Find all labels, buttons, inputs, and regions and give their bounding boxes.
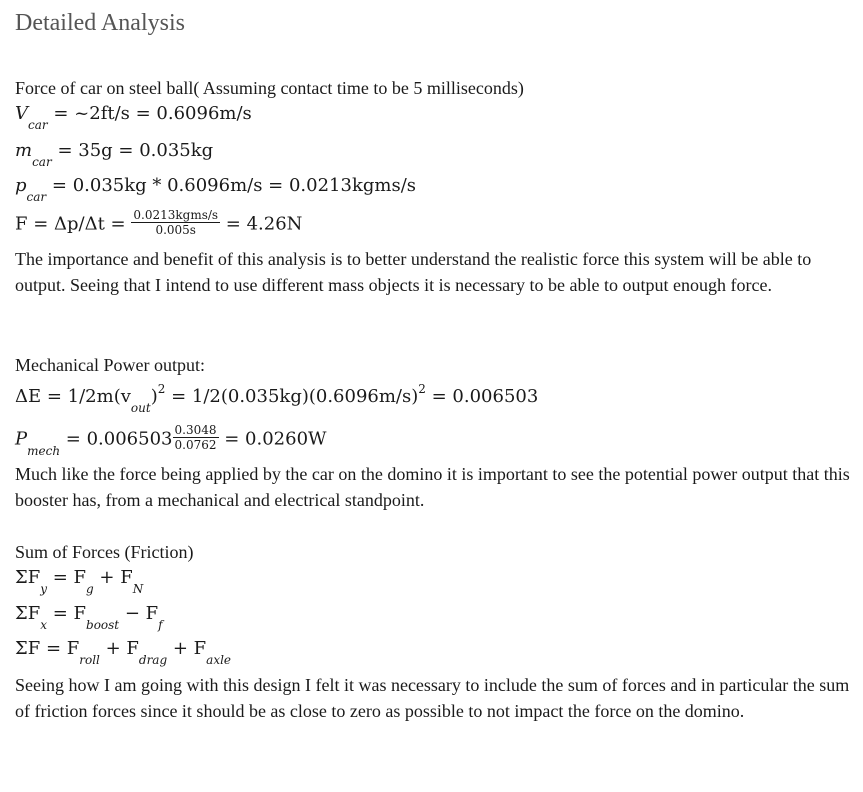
power-lhs: = 0.006503 [65, 428, 173, 450]
energy-mid: = 1/2(0.035kg)(0.6096m/s) [165, 386, 419, 407]
velocity-equation [15, 103, 252, 132]
forces-paragraph: Seeing how I am going with this design I felt it was necessary to include the sum of forces and in particular the sum of friction forces since it should be as close to zero as possible to not impact the force on the domino. [15, 675, 850, 721]
eq2-c: − F [119, 603, 159, 624]
eq3-c: + F [167, 638, 207, 659]
eq3-c-sub: axle [206, 653, 232, 667]
eq2-b-sub: boost [86, 618, 120, 632]
eq3-b-sub: drag [138, 653, 168, 667]
energy-sub: out [130, 401, 151, 415]
power-paragraph: Much like the force being applied by the car on the domino it is important to see the potential power output that this booster has, from a mechanical and electrical standpoint. [15, 464, 850, 510]
page-title: Detailed Analysis [15, 10, 185, 36]
eq2-a: ΣF [15, 603, 41, 624]
eq2-b: = F [47, 603, 87, 624]
power-denominator: 0.0762 [174, 438, 217, 452]
force-equation [15, 210, 302, 239]
force-fraction [131, 208, 220, 237]
eq1-b-sub: g [86, 582, 94, 596]
mass-var: m [15, 140, 33, 161]
energy-equation [15, 382, 539, 415]
sum-forces-y-equation [15, 567, 144, 596]
eq1-a-sub: y [40, 582, 47, 596]
force-lhs: F = Δp/Δt = [15, 213, 126, 235]
eq3-a-sub: roll [79, 653, 100, 667]
power-equation [15, 423, 327, 458]
energy-lhs: ΔE = 1/2m(v [15, 386, 131, 407]
energy-sup2: 2 [418, 382, 426, 396]
force-numerator: 0.0213kgms/s [133, 208, 219, 222]
mass-equation [15, 140, 214, 169]
power-numerator: 0.3048 [174, 423, 217, 437]
eq1-c: + F [93, 567, 133, 588]
velocity-sub: car [28, 118, 48, 132]
momentum-rhs: = 0.035kg * 0.6096m/s = 0.0213kgms/s [51, 175, 416, 196]
eq1-b: = F [47, 567, 87, 588]
eq2-a-sub: x [40, 618, 47, 632]
force-denominator: 0.005s [155, 223, 196, 237]
momentum-var: p [15, 175, 27, 196]
force-heading: Force of car on steel ball( Assuming contact time to be 5 milliseconds) [15, 78, 524, 98]
power-var: P [15, 428, 28, 450]
power-fraction [173, 423, 219, 452]
energy-rhs: = 0.006503 [425, 386, 539, 407]
eq1-c-sub: N [132, 582, 144, 596]
power-heading: Mechanical Power output: [15, 355, 205, 375]
velocity-rhs: = ~2ft/s = 0.6096m/s [53, 103, 252, 124]
momentum-equation [15, 175, 416, 204]
eq2-c-sub: f [158, 618, 163, 632]
energy-sup: 2 [157, 382, 166, 396]
forces-heading: Sum of Forces (Friction) [15, 542, 194, 562]
sum-forces-x-equation [15, 603, 163, 632]
energy-close: ) [150, 386, 158, 407]
velocity-var: V [15, 103, 28, 124]
force-paragraph: The importance and benefit of this analysis is to better understand the realistic force this system will be able to output. Seeing that I intend to use different mass objects it is necessary to be able to output enough force. [15, 249, 812, 295]
power-rhs: = 0.0260W [224, 428, 327, 450]
mass-sub: car [32, 155, 52, 169]
eq3-b: + F [99, 638, 139, 659]
force-rhs: = 4.26N [225, 213, 303, 235]
momentum-sub: car [26, 190, 47, 204]
eq3-a: ΣF = F [15, 638, 80, 659]
mass-rhs: = 35g = 0.035kg [57, 140, 214, 161]
sum-friction-equation [15, 638, 232, 667]
eq1-a: ΣF [15, 567, 41, 588]
power-sub: mech [27, 443, 61, 458]
